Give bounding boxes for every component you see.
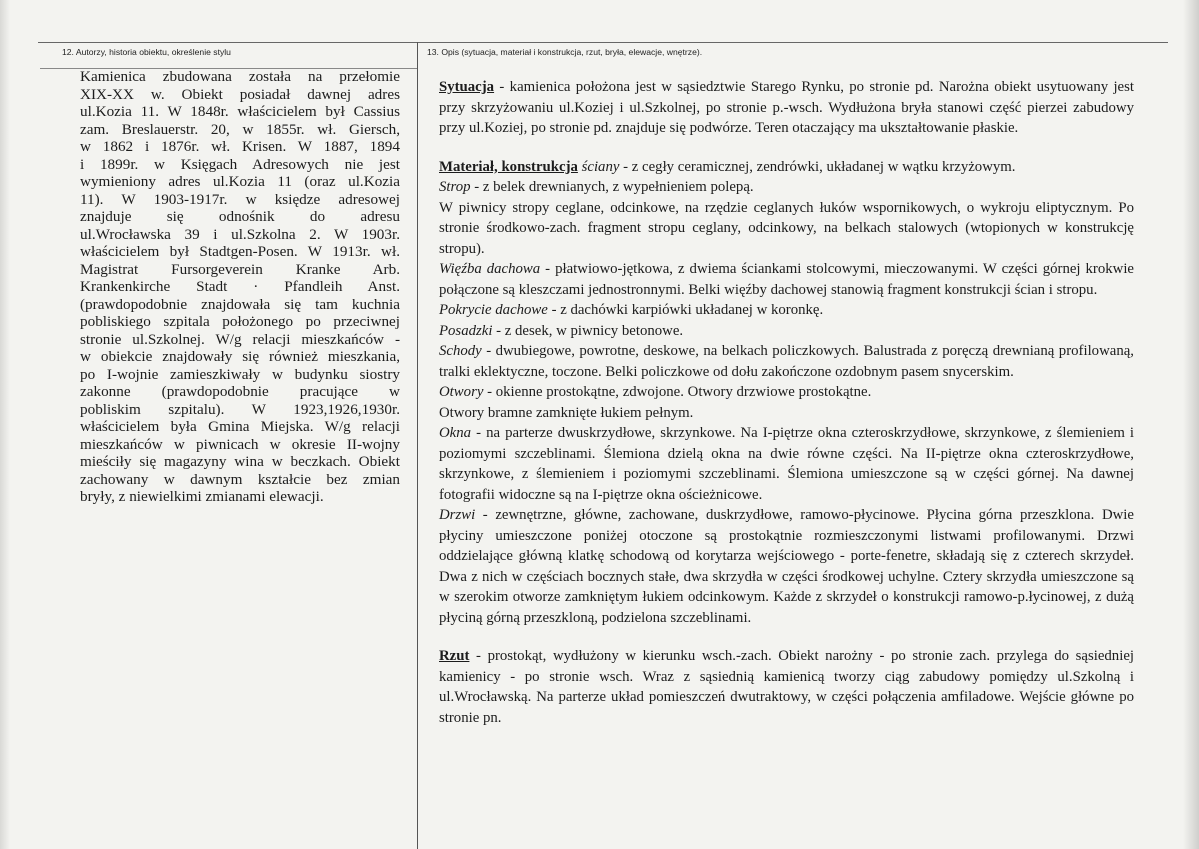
column-divider [417, 42, 418, 849]
left-column-header: 12. Autorzy, historia obiektu, określenie stylu [62, 47, 231, 57]
spacer [439, 139, 1134, 157]
text-line: właścicielem był Stadtgen-Posen. W 1913r. wł. [80, 243, 400, 260]
material-item [439, 423, 1134, 505]
material-item [439, 341, 1134, 382]
description-text [439, 77, 1134, 728]
item-text: Otwory bramne zamknięte łukiem pełnym. [439, 404, 694, 421]
material-item [439, 403, 1134, 424]
item-label: Drzwi [439, 507, 476, 523]
item-label: Schody [439, 343, 482, 359]
item-label: Pokrycie dachowe [439, 302, 548, 318]
item-label: Posadzki [439, 322, 493, 339]
text-line: wymieniony adres ul.Kozia 11 (oraz ul.Kozia [80, 173, 400, 190]
item-text: - z belek drewnianych, z wypełnieniem polepą. [470, 179, 754, 195]
text-line: znajduje się odnośnik do adresu [80, 208, 400, 225]
text-line: właścicielem była Gmina Miejska. W/g relacji [80, 418, 400, 435]
form-top-rule [38, 42, 1168, 43]
history-text [80, 68, 400, 506]
item-label: Otwory [439, 384, 484, 400]
text-line: mieściły się magazyny wina w beczkach. Obiekt [80, 453, 400, 470]
rzut-paragraph [439, 646, 1134, 728]
section-heading: Materiał, konstrukcja [439, 158, 578, 175]
material-item [439, 259, 1134, 300]
paragraph-text: - kamienica położona jest w sąsiedztwie Starego Rynku, po stronie pd. Narożna obiekt usytuowany jest przy skrzyżowaniu ul.Koziej i ul.Szkolnej, po stronie p.-wsch. Wydłużona bryła stanowi część pierzei zabudowy przy ul.Koziej, po stronie pd. znajduje się podwórze. Teren otaczający ma ukształtowanie płaskie. [439, 79, 1134, 136]
material-item [439, 505, 1134, 628]
material-item [439, 321, 1134, 342]
section-heading: Rzut [439, 648, 470, 664]
item-text: - okienne prostokątne, zdwojone. Otwory drzwiowe prostokątne. [483, 384, 872, 400]
item-text: - zewnętrzne, główne, zachowane, duskrzydłowe, ramowo-płycinowe. Płycina górna przeszklona. Dwie płyciny umieszczone poniżej otoczone są prostokątnie rozmieszczonymi listwami profilowanymi. Drzwi oddzielające główną klatkę schodową od korytarza wejściowego - porte-fenetre, składają się z czterech skrzydeł. Dwa z nich w częściach bocznych stałe, dwa skrzydła w części środkowej uchylne. Cztery skrzydła umieszczone są w szerokim otworze zamkniętym łukiem odcinkowym. Każde z skrzydeł o konstrukcji ramowo-p.łycinowej, z dużą płyciną górną przeszkloną, podzielona szczeblinami. [439, 507, 1134, 626]
sytuacja-paragraph [439, 77, 1134, 139]
item-text: - na parterze dwuskrzydłowe, skrzynkowe. Na I-piętrze okna czteroskrzydłowe, skrzynkowe, z ślemieniem i poziomymi szczeblinami. Ślemiona dzielą okna na dwie równe części. Na II-piętrze okna czteroskrzydłowe, skrzynkowe, z ślemieniem i poziomymi szczeblinami. Ślemiona umieszczone są w części górnej. Na dawnej fotografii widoczne są na I-piętrze okna ościeżnicowe. [439, 425, 1134, 503]
text-line: w 1862 i 1876r. wł. Krisen. W 1887, 1894 [80, 138, 400, 155]
scan-edge [1183, 0, 1199, 849]
text-line: Kamienica zbudowana została na przełomie [80, 68, 400, 85]
scan-edge [0, 0, 10, 849]
text-line: zam. Breslauerstr. 20, w 1855r. wł. Giersch, [80, 120, 400, 138]
item-label: Okna [439, 425, 472, 441]
right-column-header: 13. Opis (sytuacja, materiał i konstrukcja, rzut, bryła, elewacje, wnętrze). [427, 47, 703, 57]
item-text: - z cegły ceramicznej, zendrówki, układanej w wątku krzyżowym. [619, 158, 1016, 175]
text-line: pobliskim szpitalu). W 1923,1926,1930r. [80, 400, 400, 418]
text-line: stronie ul.Szkolnej. W/g relacji mieszkańców - [80, 330, 400, 348]
text-line: i 1899r. w Księgach Adresowych nie jest [80, 155, 400, 173]
material-item [439, 198, 1134, 260]
material-item [439, 157, 1134, 178]
text-line: bryły, z niewielkimi zmianami elewacji. [80, 488, 324, 505]
material-item [439, 300, 1134, 321]
item-text: - z dachówki karpiówki układanej w koronkę. [547, 302, 824, 318]
material-item [439, 177, 1134, 198]
spacer [439, 628, 1134, 646]
item-text: - płatwiowo-jętkowa, z dwiema ściankami stolcowymi, mieczowanymi. W części górnej krokwie połączone są kleszczami jednostronnymi. Belki więźby dachowej stanowią fragment konstrukcji ścian i stropu. [439, 261, 1135, 298]
item-label: Więźba dachowa [439, 261, 541, 277]
item-text: - z desek, w piwnicy betonowe. [492, 322, 684, 339]
text-line: XIX-XX w. Obiekt posiadał dawnej adres [80, 85, 400, 103]
text-line: pobliskiego szpitala położonego po przeciwnej [80, 313, 400, 330]
text-line: w obiekcie znajdowały się również mieszkania, [80, 348, 400, 365]
text-line: (prawdopodobnie znajdowała się tam kuchnia [80, 295, 400, 313]
text-line: mieszkańców w piwnicach w okresie II-wojny [80, 435, 400, 453]
text-line: po I-wojnie zamieszkiwały w budynku siostry [80, 365, 400, 383]
paragraph-text: - prostokąt, wydłużony w kierunku wsch.-zach. Obiekt narożny - po stronie zach. przylega do sąsiedniej kamienicy - po stronie wsch. Wraz z sąsiednią kamienicą tworzy ciąg zabudowy pomiędzy ul.Szkolną i ul.Wrocławską. Na parterze układ pomieszczeń dwutraktowy, w części połączenia amfiladowe. Wejście główne po stronie pn. [439, 648, 1134, 726]
text-line: zakonne (prawdopodobnie pracujące w [80, 383, 400, 400]
item-label: Strop [439, 179, 471, 195]
text-line: Magistrat Fursorgeverein Kranke Arb. [80, 260, 400, 278]
item-text: - dwubiegowe, powrotne, deskowe, na belkach policzkowych. Balustrada z poręczą drewnianą profilowaną, tralki eklektyczne, toczone. Belki policzkowe od dołu zakończone ozdobnym pasem snycerskim. [439, 343, 1134, 380]
text-line: ul.Wrocławska 39 i ul.Szkolna 2. W 1903r. [80, 225, 400, 243]
section-heading: Sytuacja [439, 79, 495, 95]
item-label: ściany [581, 158, 620, 175]
text-line: ul.Kozia 11. W 1848r. właścicielem był Cassius [80, 103, 400, 120]
text-line: 11). W 1903-1917r. w księdze adresowej [80, 190, 400, 208]
item-text: W piwnicy stropy ceglane, odcinkowe, na rzędzie ceglanych łuków wspornikowych, o wykroju eliptycznym. Po stronie środkowo-zach. fragment stropu ceglany, odcinkowy, na belkach stalowych (wtopionych w konstrukcję stropu). [439, 199, 1134, 257]
material-item [439, 382, 1134, 403]
text-line: zachowany w dawnym kształcie bez zmian [80, 470, 400, 488]
text-line: Krankenkirche Stadt · Pfandleih Anst. [80, 278, 400, 295]
